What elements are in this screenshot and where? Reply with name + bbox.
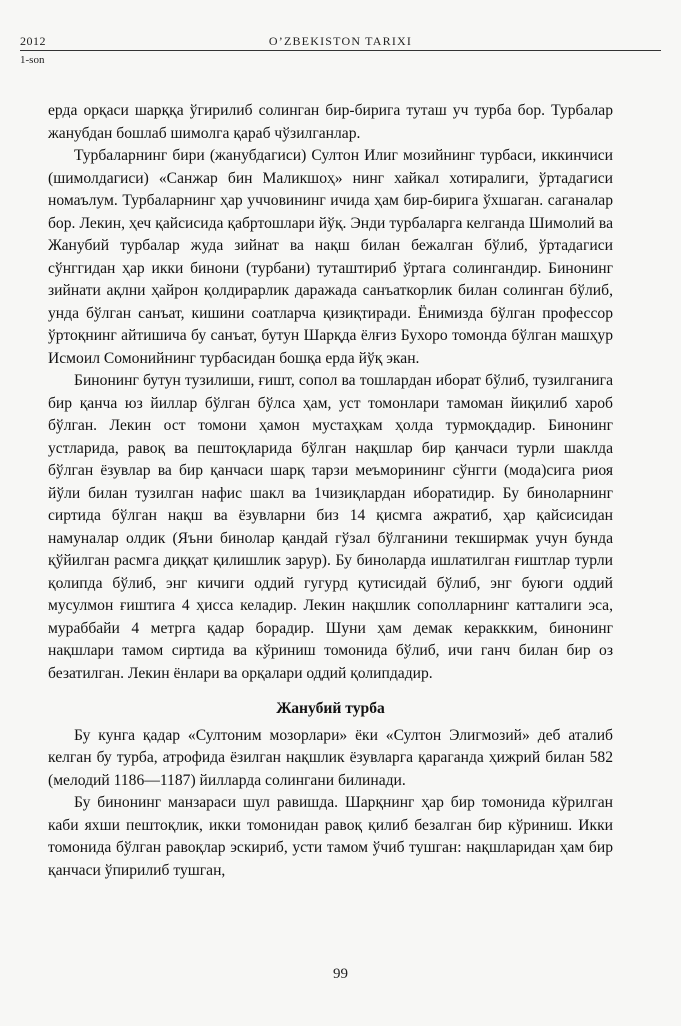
- header-rule: [20, 50, 661, 51]
- header-issue: 1-son: [20, 54, 45, 66]
- paragraph: Бинонинг бутун тузилиши, ғишт, сопол ва тошлардан иборат бўлиб, тузилганига бир қанча юз йиллар бўлган бўлса ҳам, уст томонлари тамоман йиқилиб хароб бўлган. Лекин ост томони ҳамон мустаҳкам ҳолда турмоқдадир. Бинонинг устларида, равоқ ва пештоқларида бўлган нақшлар бир қанчаси турли шаклда бўлган ёзувлар ва бир қанчаси шарқ тарзи меъморининг сўнгги (мода)сига риоя йўли билан тузилган нафис шакл ва 1чизиқлардан иборатидир. Бу биноларнинг сиртида бўлган нақш ва ёзувларни биз 14 қисмга ажратиб, ҳар қайсисидан намуналар олдик (Яъни бинолар қандай гўзал бўлганини текширмак учун бунда қўйилган расмга диққат қилишлик зарур). Бу биноларда ишлатилган ғиштлар турли қолипда бўлиб, энг кичиги оддий гугурд қутисидай бўлиб, энг буюги оддий мусулмон ғиштига 4 ҳисса келадир. Лекин нақшлик сополларнинг катталиги эса, мураббайи 4 метрга қадар борадир. Шуни ҳам демак кераккким, бинонинг нақшлари тамом сиртида ва кўриниш томонида бўлиб, ичи ганч билан бир оз безатилган. Лекин ёнлари ва орқалари оддий қолипдадир.: [48, 372, 613, 682]
- journal-title: O’ZBEKISTON TARIXI: [268, 34, 413, 48]
- article-body: [48, 100, 613, 882]
- header-year: 2012: [20, 34, 46, 48]
- paragraph: ерда орқаси шарққа ўгирилиб солинган бир-бирига туташ уч турба бор. Турбалар жанубдан бошлаб шимолга қараб чўзилганлар.: [48, 102, 613, 142]
- paragraph: Бу кунга қадар «Султоним мозорлари» ёки «Султон Элигмозий» деб аталиб келган бу турба, атрофида ёзилган нақшлик ёзувларга қарагандa ҳижрий билан 582 (мелодий 1186—1187) йилларда солингани билинади.: [48, 726, 613, 789]
- paragraph: Бу бинонинг манзараси шул равишда. Шарқнинг ҳар бир томонида кўрилган каби яхши пештоқлик, икки томонидан равоқ қилиб безалган бир кўриниш. Икки томонида бўлган равоқлар эскириб, усти тамом ўчиб тушган: нақшларидан ҳам бир қанчаси ўпирилиб тушган,: [48, 794, 613, 879]
- running-header: [20, 34, 661, 66]
- page-number: 99: [333, 966, 348, 982]
- paragraph: Турбаларнинг бири (жанубдагиси) Султон Илиг мозийнинг турбаси, иккинчиси (шимолдагиси) «Санжар бин Маликшоҳ» нинг хайкал хотиралиги, ўртадагиси номаълум. Турбаларнинг ҳар уччовининг ичида ҳам бир-бирига ўхшаган. саганалар бор. Лекин, ҳеч қайсисида қабртошлари йўқ. Энди турбаларга келганда Шимолий ва Жанубий турбалар жуда зийнат ва нақш билан бежалган бўлиб, ўртадагиси сўнггидан ҳар икки бинони (турбани) туташтириб ўртага солингандир. Бинонинг зийнати ақлни ҳайрон қолдирарлик даражада санъаткорлик билан солинган бўлиб, унда бўлган санъат, кишини соатларча қизиқтиради. Ёнимизда бўлган профессор ўртоқнинг айтишича бу санъат, бутун Шарқда ёлғиз Бухоро томонда бўлган машҳур Исмоил Сомонийнинг турбасидан бошқа ерда йўқ экан.: [48, 147, 613, 367]
- section-heading: Жанубий турба: [276, 700, 385, 717]
